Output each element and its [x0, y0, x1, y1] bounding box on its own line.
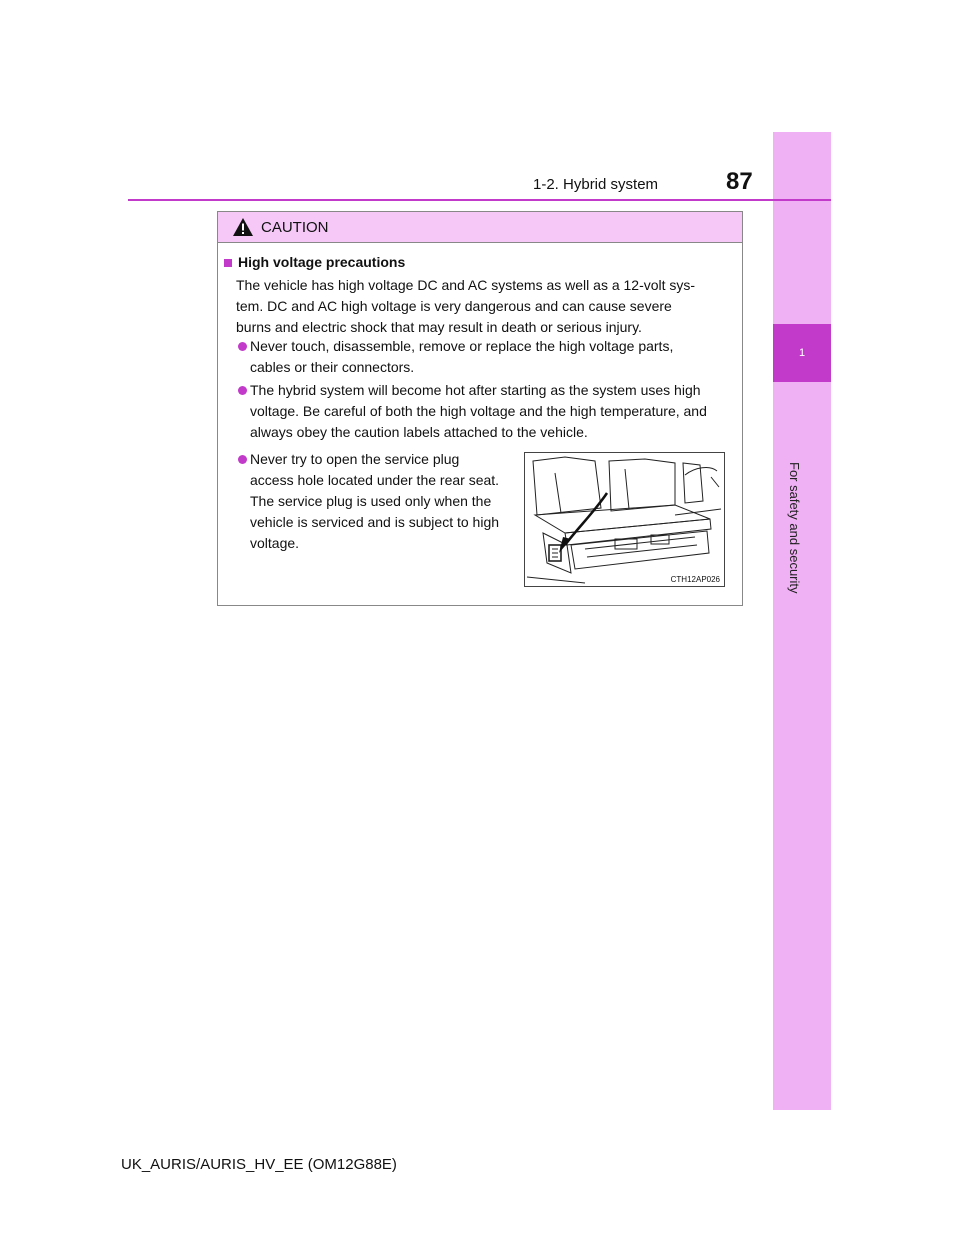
service-plug-illustration: [524, 452, 725, 587]
bullet-line: voltage.: [250, 535, 300, 551]
bullet-dot-icon: [238, 455, 247, 464]
figure-code: CTH12AP026: [670, 575, 720, 584]
chapter-number: 1: [773, 324, 831, 382]
intro-line: burns and electric shock that may result in death or serious injury.: [236, 319, 642, 335]
bullet-text: [250, 380, 742, 443]
footer-model-code: UK_AURIS/AURIS_HV_EE (OM12G88E): [121, 1156, 397, 1173]
caution-header: [218, 212, 742, 243]
caution-heading-text: High voltage precautions: [238, 254, 406, 270]
caution-label: CAUTION: [261, 218, 329, 236]
header-rule: [128, 199, 831, 201]
section-title: 1-2. Hybrid system: [533, 176, 659, 193]
bullet-text: [250, 449, 520, 554]
rear-seat-drawing: [525, 453, 724, 586]
page-number: 87: [726, 168, 753, 195]
square-bullet-icon: [224, 259, 232, 267]
bullet-line: cables or their connectors.: [250, 359, 415, 375]
bullet-dot-icon: [238, 386, 247, 395]
bullet-item: [238, 380, 742, 443]
caution-heading: [224, 254, 405, 270]
bullet-text: [250, 336, 742, 378]
caution-box: [217, 211, 743, 606]
intro-line: The vehicle has high voltage DC and AC systems as well as a 12-volt sys-: [236, 277, 696, 293]
bullet-line: voltage. Be careful of both the high voltage and the high temperature, and: [250, 403, 707, 419]
intro-paragraph: [236, 275, 742, 338]
bullet-line: always obey the caution labels attached to the vehicle.: [250, 424, 588, 440]
bullet-line: The service plug is used only when the: [250, 493, 492, 509]
bullet-item: [238, 336, 742, 378]
intro-line: tem. DC and AC high voltage is very dangerous and can cause severe: [236, 298, 672, 314]
bullet-line: access hole located under the rear seat.: [250, 472, 500, 488]
bullet-line: Never touch, disassemble, remove or replace the high voltage parts,: [250, 338, 674, 354]
bullet-line: vehicle is serviced and is subject to high: [250, 514, 500, 530]
bullet-line: Never try to open the service plug: [250, 451, 460, 467]
warning-icon: [232, 217, 254, 237]
chapter-side-tab: [773, 132, 831, 1110]
bullet-dot-icon: [238, 342, 247, 351]
chapter-title: For safety and security: [787, 462, 802, 594]
bullet-line: The hybrid system will become hot after starting as the system uses high: [250, 382, 701, 398]
bullet-item: [238, 449, 520, 554]
